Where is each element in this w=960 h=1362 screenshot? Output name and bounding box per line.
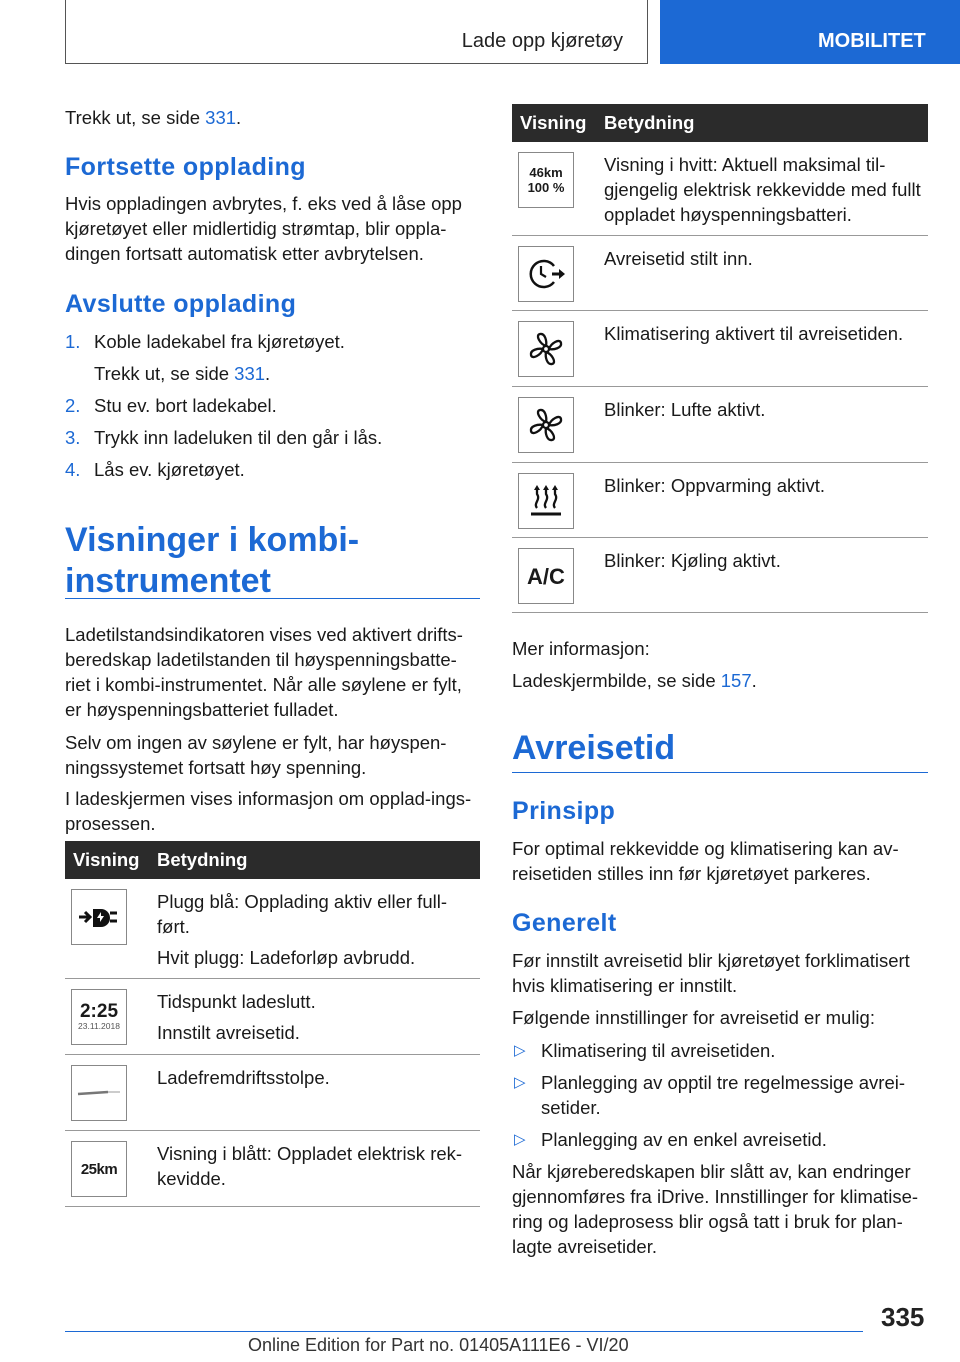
more-info-label: Mer informasjon:: [512, 638, 650, 659]
table-header-betydning: Betydning: [157, 841, 480, 879]
step-number: 2.: [65, 395, 81, 416]
time-display-icon: 2:25 23.11.2018: [71, 989, 127, 1045]
step-item: [65, 393, 475, 418]
page-link[interactable]: 157: [720, 670, 752, 691]
meaning-line: Innstilt avreisetid.: [157, 1022, 300, 1043]
fan-icon: [518, 397, 574, 453]
bullet-triangle-icon: ▷: [514, 1042, 526, 1059]
fortsette-body: Hvis oppladingen avbrytes, f. eks ved å låse opp kjøretøyet eller midlertidig strømtap, blir oppla-dingen fortsatt automatisk etter avbrytelsen.: [65, 193, 462, 264]
list-item: ▷ Planlegging av en enkel avreisetid.: [514, 1129, 827, 1150]
heating-icon: [518, 473, 574, 529]
meaning-line: Blinker: Oppvarming aktivt.: [604, 475, 826, 496]
meaning-line: Klimatisering aktivert til avreisetiden.: [604, 323, 904, 344]
page-link[interactable]: 331: [234, 363, 266, 384]
indicator-table-right: [512, 104, 928, 613]
step-text: Trykk inn ladeluken til den går i lås.: [94, 427, 383, 448]
section-heading-fortsette: Fortsette opplading: [65, 153, 306, 181]
table-row: [65, 1055, 480, 1131]
range-display-icon: 25km: [71, 1141, 127, 1197]
table-row: [512, 311, 928, 387]
table-row: [512, 538, 928, 613]
table-row: [512, 142, 928, 236]
list-item: ▷ Klimatisering til avreisetiden.: [514, 1040, 776, 1061]
meaning-line: Avreisetid stilt inn.: [604, 248, 753, 269]
header-chapter-tab: [660, 0, 960, 64]
step-text: Stu ev. bort ladekabel.: [94, 395, 277, 416]
step-number: 1.: [65, 331, 81, 352]
meaning-line: Plugg blå: Opplading aktiv eller full-ført.: [157, 891, 447, 937]
chapter-heading-visninger: Visninger i kombi- instrumentet: [65, 521, 360, 600]
fan-icon: [518, 321, 574, 377]
bullet-triangle-icon: ▷: [514, 1131, 526, 1148]
visninger-paragraph-2: Selv om ingen av søylene er fylt, har høyspen-ningssystemet fortsatt høy spenning.: [65, 732, 447, 778]
section-heading-generelt: Generelt: [512, 909, 617, 937]
heading-rule: [512, 772, 928, 773]
table-header-visning: Visning: [512, 104, 604, 142]
step-sub-text: Trekk ut, se side 331.: [94, 363, 271, 384]
table-row: [512, 387, 928, 463]
list-item: ▷ Planlegging av opptil tre regelmessige avrei-setider.: [514, 1072, 906, 1118]
page-link[interactable]: 331: [205, 107, 237, 128]
generelt-paragraph-1: Før innstilt avreisetid blir kjøretøyet forklimatisert hvis klimatisering er innstilt.: [512, 950, 910, 996]
departure-clock-icon: [518, 246, 574, 302]
visninger-paragraph-1: Ladetilstandsindikatoren vises ved aktivert drifts-beredskap ladetilstanden til høyspenningsbatte-riet i kombi-instrumentet. Når alle søylene er fylt, er høyspenningsbatteriet fulladet.: [65, 624, 463, 720]
meaning-line: Hvit plugg: Ladeforløp avbrudd.: [157, 947, 416, 968]
generelt-paragraph-2: Følgende innstillinger for avreisetid er mulig:: [512, 1007, 875, 1028]
visninger-paragraph-3: I ladeskjermen vises informasjon om opplad-ings-prosessen.: [65, 788, 472, 834]
table-row: [512, 236, 928, 311]
meaning-line: Tidspunkt ladeslutt.: [157, 991, 316, 1012]
steps-list: [65, 329, 475, 482]
meaning-line: Blinker: Kjøling aktivt.: [604, 550, 781, 571]
bullet-triangle-icon: ▷: [514, 1074, 526, 1091]
meaning-line: Ladefremdriftsstolpe.: [157, 1067, 330, 1088]
heading-rule: [65, 598, 480, 599]
step-text: Lås ev. kjøretøyet.: [94, 459, 245, 480]
table-row: [65, 1131, 480, 1207]
meaning-line: Blinker: Lufte aktivt.: [604, 399, 766, 420]
range-max-icon: 46km 100 %: [518, 152, 574, 208]
meaning-line: Visning i hvitt: Aktuell maksimal til-gjengelig elektrisk rekkevidde med fullt oppladet høyspenningsbatteri.: [604, 154, 921, 225]
step-number: 3.: [65, 427, 81, 448]
section-heading-avslutte: Avslutte opplading: [65, 290, 297, 318]
indicator-table-left: [65, 841, 480, 1207]
options-list: [512, 1038, 924, 1152]
prinsipp-body: For optimal rekkevidde og klimatisering kan av-reisetiden stilles inn før kjøretøyet parkeres.: [512, 838, 899, 884]
table-row: [65, 979, 480, 1055]
table-header-visning: Visning: [65, 841, 157, 879]
edition-footer: Online Edition for Part no. 01405A111E6 - VI/20: [248, 1335, 629, 1355]
header-section-box: [65, 0, 648, 64]
page-number: 335: [881, 1302, 925, 1332]
table-header-betydning: Betydning: [604, 104, 928, 142]
table-row: [65, 879, 480, 979]
table-row: [512, 463, 928, 538]
step-item: [65, 457, 475, 482]
closing-paragraph: Når kjøreberedskapen blir slått av, kan endringer gjennomføres fra iDrive. Innstillinger for klimatise-ring og ladeprosess blir også tatt i bruk for plan-lagte avreisetider.: [512, 1161, 919, 1257]
footer-rule: [65, 1331, 863, 1332]
step-text: Koble ladekabel fra kjøretøyet.: [94, 331, 345, 352]
ladeskjerm-reference: Ladeskjermbilde, se side 157.: [512, 670, 757, 691]
ac-icon: A/C: [518, 548, 574, 604]
step-item: [65, 425, 475, 450]
meaning-line: Visning i blått: Oppladet elektrisk rek-kevidde.: [157, 1143, 463, 1189]
step-number: 4.: [65, 459, 81, 480]
plug-icon: [71, 889, 127, 945]
progress-bar-icon: [71, 1065, 127, 1121]
intro-paragraph: Trekk ut, se side 331.: [65, 107, 242, 128]
header-section-title: Lade opp kjøretøy: [461, 30, 623, 52]
chapter-heading-avreisetid: Avreisetid: [512, 729, 676, 767]
step-item: [65, 329, 475, 354]
section-heading-prinsipp: Prinsipp: [512, 797, 616, 825]
header-chapter-label: MOBILITET: [818, 30, 926, 52]
